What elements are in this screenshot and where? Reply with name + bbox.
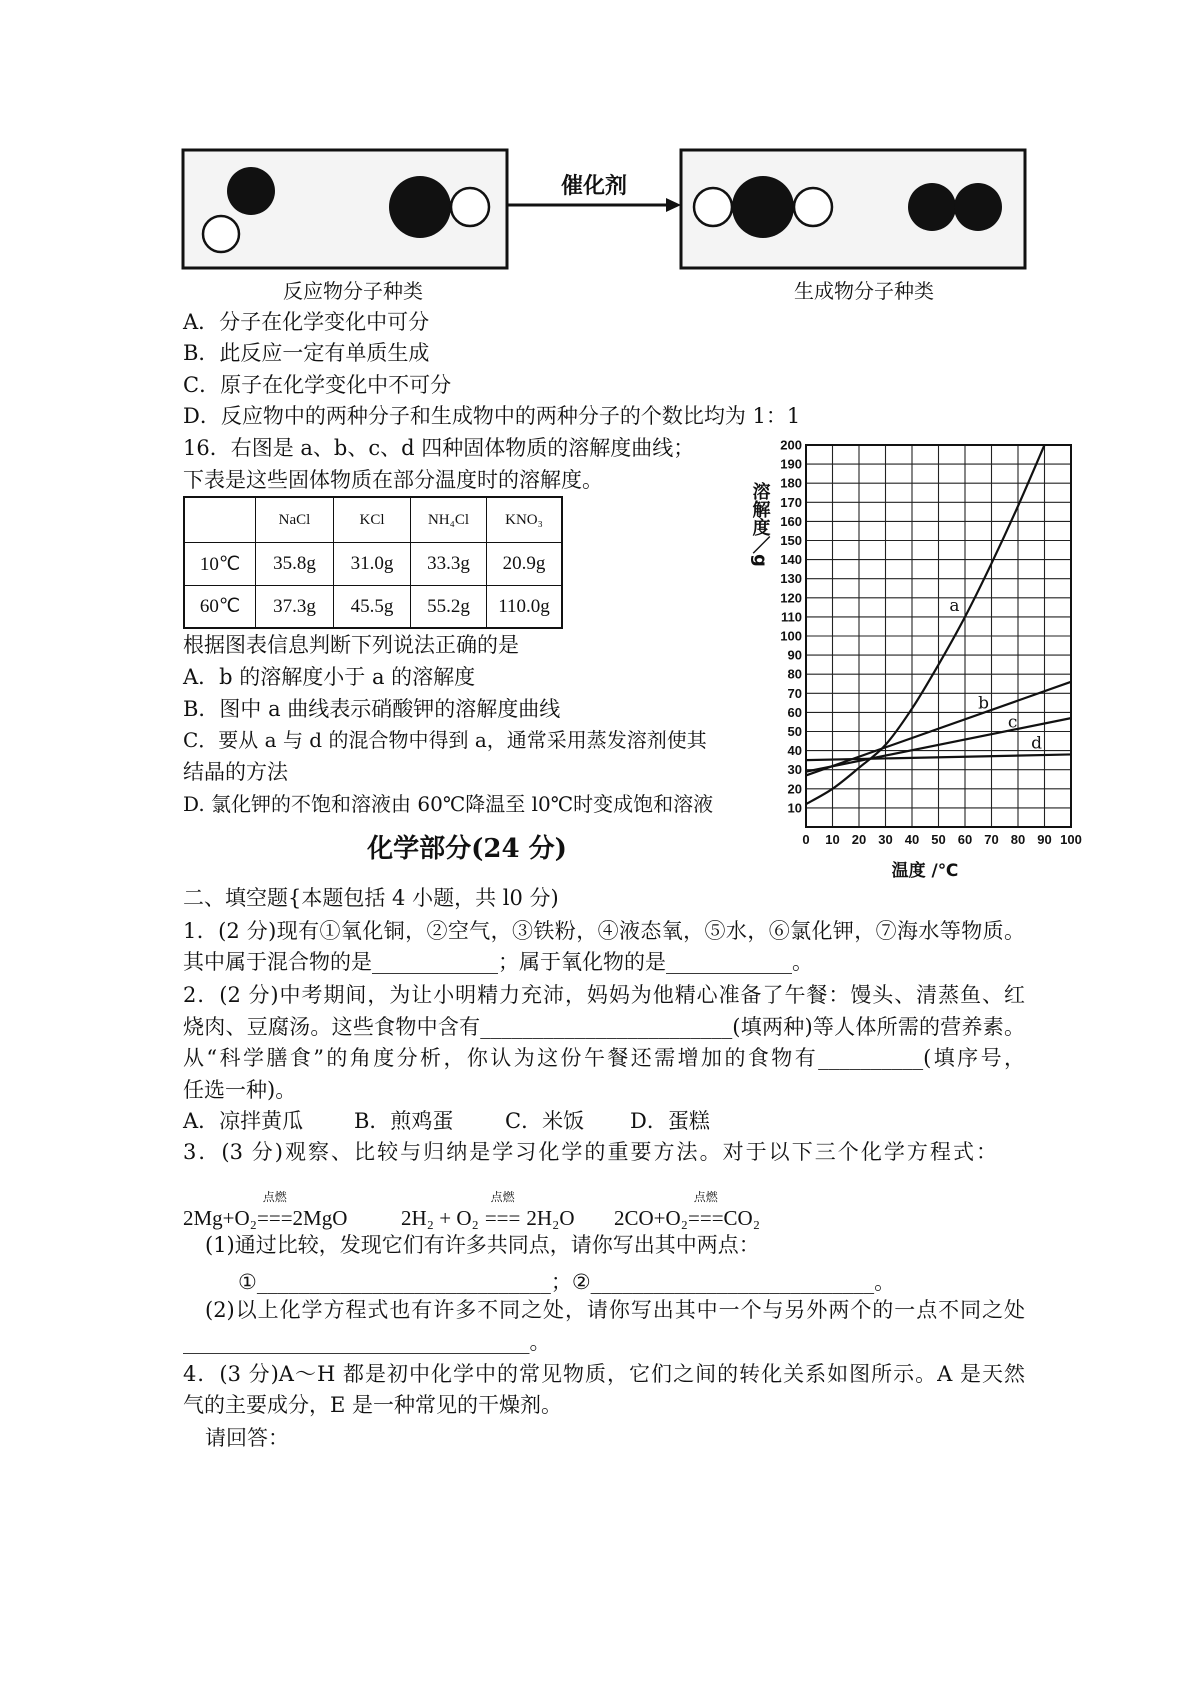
q15-option-a: A．分子在化学变化中可分 xyxy=(183,310,430,334)
equation-products: 2H₂O xyxy=(526,1206,575,1230)
black-atom xyxy=(954,183,1002,231)
q4-prompt: 请回答： xyxy=(205,1426,289,1450)
table-cell: 33.3g xyxy=(411,543,487,586)
q15-option-c: C．原子在化学变化中不可分 xyxy=(183,373,452,397)
arrow-head-icon xyxy=(666,198,681,212)
chart-y-tick-label: 90 xyxy=(787,647,802,663)
q2-options xyxy=(183,1107,1025,1135)
section-title: 化学部分(24 分) xyxy=(367,834,567,864)
chart-y-tick-label: 110 xyxy=(781,609,802,625)
chart-x-tick-label: 60 xyxy=(957,832,973,847)
equation-sign xyxy=(688,1190,724,1232)
table-header-cell: NH₄Cl xyxy=(411,497,487,543)
reaction-condition: 点燃 xyxy=(262,1190,287,1204)
table-header-cell: NaCl xyxy=(256,497,334,543)
table-header-cell xyxy=(184,497,256,543)
reaction-condition: 点燃 xyxy=(693,1190,718,1204)
white-atom xyxy=(451,188,489,226)
reaction-condition: 点燃 xyxy=(490,1190,515,1204)
equation-reactants: 2CO+O₂ xyxy=(614,1206,689,1230)
table-header-row xyxy=(184,497,562,543)
q3-sub2: (2)以上化学方程式也有许多不同之处，请你写出其中一个与另外两个的一点不同之处 xyxy=(205,1298,1025,1322)
white-atom xyxy=(203,216,239,252)
q2-option-a: A．凉拌黄瓜 xyxy=(183,1109,304,1133)
equation-products: 2MgO xyxy=(292,1206,348,1230)
equation-reactants: 2Mg+O₂ xyxy=(183,1206,258,1230)
product-caption: 生成物分子种类 xyxy=(794,279,934,303)
equals-sign: === xyxy=(688,1206,724,1230)
equals-sign: === xyxy=(257,1206,293,1230)
chart-y-tick-label: 10 xyxy=(787,800,802,816)
q3-sub1-blanks: ①____________________________；②___________________________。 xyxy=(238,1270,896,1294)
q2-line2: 烧肉、豆腐汤。这些食物中含有________________________(填两种)等人体所需的营养素。 xyxy=(183,1015,1025,1039)
q16-option-c-line1: C．要从 a 与 d 的混合物中得到 a，通常采用蒸发溶剂使其 xyxy=(183,728,707,752)
chart-x-tick-label: 80 xyxy=(1010,832,1026,847)
chart-y-tick-label: 130 xyxy=(780,571,802,587)
table-cell: 55.2g xyxy=(411,586,487,629)
series-c-label: c xyxy=(1007,712,1018,733)
q2-line1: 2．(2 分)中考期间，为让小明精力充沛，妈妈为他精心准备了午餐：馒头、清蒸鱼、红 xyxy=(183,983,1025,1007)
q4-line2: 气的主要成分，E 是一种常见的干燥剂。 xyxy=(183,1393,563,1417)
chart-y-tick-label: 100 xyxy=(780,628,802,644)
chart-x-tick-label: 40 xyxy=(904,832,920,847)
chart-y-tick-label: 200 xyxy=(780,437,802,453)
chart-x-tick-label: 0 xyxy=(802,832,810,847)
reactant-caption: 反应物分子种类 xyxy=(283,279,423,303)
q2-option-b: B．煎鸡蛋 xyxy=(354,1109,454,1133)
table-header-cell: KCl xyxy=(334,497,411,543)
q1-line1: 1．(2 分)现有①氧化铜，②空气，③铁粉，④液态氧，⑤水，⑥氯化钾，⑦海水等物质。 xyxy=(183,919,1025,943)
q4-line1: 4．(3 分)A～H 都是初中化学中的常见物质，它们之间的转化关系如图所示。A 是天然 xyxy=(183,1362,1025,1386)
q16-prompt: 根据图表信息判断下列说法正确的是 xyxy=(183,633,519,657)
q16-stem-line2: 下表是这些固体物质在部分温度时的溶解度。 xyxy=(183,468,603,492)
catalyst-label: 催化剂 xyxy=(560,174,628,199)
black-atom xyxy=(732,176,794,238)
chart-y-tick-label: 80 xyxy=(787,666,802,682)
equation-2 xyxy=(401,1190,575,1232)
reaction-diagram xyxy=(180,145,1030,273)
chart-y-tick-label: 160 xyxy=(780,513,802,529)
chart-x-axis-label: 温度 /℃ xyxy=(891,861,959,881)
chart-y-tick-label: 30 xyxy=(787,762,802,778)
q16-stem-line1: 16．右图是 a、b、c、d 四种固体物质的溶解度曲线； xyxy=(183,436,695,460)
series-a-label: a xyxy=(949,596,960,617)
chart-y-tick-label: 40 xyxy=(787,743,802,759)
chart-x-tick-label: 20 xyxy=(851,832,867,847)
q3-stem: 3．(3 分)观察、比较与归纳是学习化学的重要方法。对于以下三个化学方程式： xyxy=(183,1140,997,1164)
table-cell: 20.9g xyxy=(487,543,563,586)
table-cell: 31.0g xyxy=(334,543,411,586)
series-b-label: b xyxy=(978,693,989,714)
equals-sign: === xyxy=(484,1206,521,1230)
table-cell: 37.3g xyxy=(256,586,334,629)
table-header-cell: KNO₃ xyxy=(487,497,563,543)
q16-option-b: B．图中 a 曲线表示硝酸钾的溶解度曲线 xyxy=(183,697,561,721)
equation-1 xyxy=(183,1190,348,1232)
chart-y-tick-label: 180 xyxy=(780,475,802,491)
chart-x-tick-label: 10 xyxy=(825,832,840,847)
chart-y-tick-label: 70 xyxy=(787,685,802,701)
q1-line2: 其中属于混合物的是____________；属于氧化物的是____________。 xyxy=(183,950,813,974)
chart-y-tick-label: 150 xyxy=(780,533,802,548)
table-cell: 60℃ xyxy=(184,586,256,629)
solubility-chart xyxy=(742,430,1097,885)
chart-x-tick-label: 70 xyxy=(984,832,999,847)
q15-option-b: B．此反应一定有单质生成 xyxy=(183,341,430,365)
white-atom xyxy=(794,188,832,226)
chart-y-tick-label: 190 xyxy=(780,456,802,472)
q16-option-d: D. 氯化钾的不饱和溶液由 60℃降温至 l0℃时变成饱和溶液 xyxy=(183,792,714,816)
black-atom xyxy=(227,167,275,215)
equation-products: CO₂ xyxy=(723,1206,761,1230)
white-atom xyxy=(694,188,732,226)
table-cell: 35.8g xyxy=(256,543,334,586)
q2-option-d: D．蛋糕 xyxy=(630,1109,710,1133)
chart-y-axis-label: 溶解度／g xyxy=(749,482,771,567)
equation-3 xyxy=(614,1190,761,1232)
q3-sub1: (1)通过比较，发现它们有许多共同点，请你写出其中两点： xyxy=(205,1233,760,1257)
q16-option-c-line2: 结晶的方法 xyxy=(183,760,288,784)
table-cell: 45.5g xyxy=(334,586,411,629)
equation-sign xyxy=(484,1190,521,1232)
chart-y-tick-label: 140 xyxy=(780,552,802,568)
q2-line4: 任选一种)。 xyxy=(183,1078,297,1102)
q2-option-c: C．米饭 xyxy=(505,1109,585,1133)
chart-x-tick-label: 30 xyxy=(878,832,893,847)
part2-heading: 二、填空题{本题包括 4 小题，共 l0 分) xyxy=(183,886,559,910)
table-cell: 110.0g xyxy=(487,586,563,629)
chart-y-tick-label: 170 xyxy=(780,494,802,510)
q16-option-a: A．b 的溶解度小于 a 的溶解度 xyxy=(183,665,476,689)
equation-sign xyxy=(257,1190,293,1232)
table-row xyxy=(184,543,562,586)
chart-y-tick-label: 20 xyxy=(787,781,802,797)
solubility-table xyxy=(183,496,563,629)
chart-y-tick-label: 60 xyxy=(787,704,802,720)
table-cell: 10℃ xyxy=(184,543,256,586)
chart-x-tick-label: 100 xyxy=(1060,832,1082,847)
table-row xyxy=(184,586,562,629)
chart-x-tick-label: 90 xyxy=(1037,832,1052,847)
q15-option-d: D．反应物中的两种分子和生成物中的两种分子的个数比均为 1：1 xyxy=(183,404,801,428)
black-atom xyxy=(908,183,956,231)
equation-reactants: 2H₂ + O₂ xyxy=(401,1206,479,1230)
chart-y-tick-label: 50 xyxy=(787,724,802,739)
q3-sub2-blank: _________________________________。 xyxy=(183,1330,551,1354)
chart-x-tick-label: 50 xyxy=(931,832,946,847)
q2-line3: 从“科学膳食”的角度分析，你认为这份午餐还需增加的食物有__________(填序号， xyxy=(183,1046,1025,1070)
black-atom xyxy=(389,176,451,238)
series-d-label: d xyxy=(1031,733,1042,754)
chart-y-tick-label: 120 xyxy=(780,590,802,606)
